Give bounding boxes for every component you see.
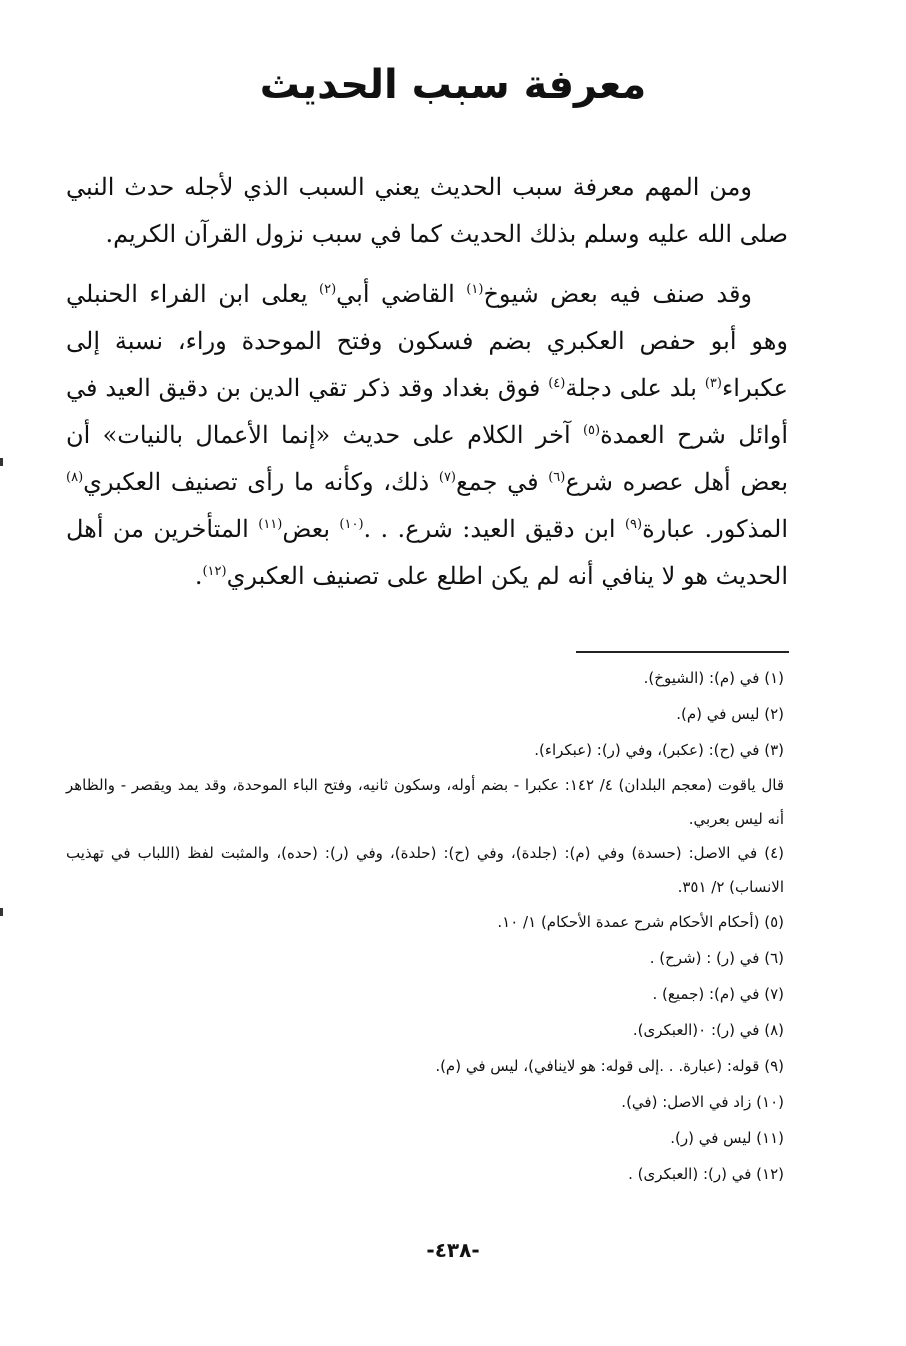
text-segment: فوق بغداد وقد ذكر تقي الدين بن دقيق العيد في أوائل شرح العمدة (66, 374, 788, 449)
footnote-10: (١٠) زاد في الاصل: (في). (621, 1093, 784, 1111)
footnote-ref-6: (٦) (548, 470, 566, 485)
footnote-7: (٧) في (م): (جميع) . (652, 985, 784, 1003)
footnote-ref-9: (٩) (624, 517, 643, 532)
footnote-12: (١٢) في (ر): (العبكرى) . (628, 1165, 784, 1183)
footnote-1: (١) في (م): (الشيوخ). (643, 669, 784, 687)
footnote-ref-4: (٤) (548, 376, 566, 391)
footnote-3: (٣) في (ح): (عكبر)، وفي (ر): (عبكراء). (534, 741, 784, 759)
footnotes (66, 660, 788, 1192)
footnote-8: (٨) في (ر): ٠(العبكرى). (632, 1021, 784, 1039)
footnote-6: (٦) في (ر) : (شرح) . (649, 949, 784, 967)
footnote-ref-5: (٥) (582, 423, 601, 438)
text-segment: في جمع (456, 468, 549, 496)
chapter-title: معرفة سبب الحديث (259, 62, 647, 108)
text-segment: آخر الكلام على حديث «إنما الأعمال بالنيات» أن بعض أهل عصره شرع (66, 421, 789, 496)
footnote-ref-12: (١٢) (202, 564, 227, 579)
footnote-5: (٥) (أحكام الأحكام شرح عمدة الأحكام) ١/ ١٠. (497, 913, 784, 931)
text-segment: يعلى ابن الفراء الحنبلي وهو أبو حفص العكبري بضم فسكون وفتح الموحدة وراء، نسبة إلى عكبراء (66, 280, 788, 402)
footnote-4: (٤) في الاصل: (حسدة) وفي (م): (جلدة)، وفي (ح): (حلدة)، وفي (ر): (حده)، والمثبت لفظ (اللباب في تهذيب الانساب) ٢/ ٣٥١. (66, 844, 784, 896)
footnote-11: (١١) ليس في (ر). (670, 1129, 784, 1147)
page-number: -٤٣٨- (426, 1238, 480, 1262)
footnote-ref-10: (١٠) (339, 517, 364, 532)
scan-edge-mark (0, 908, 3, 916)
footnote-ref-1: (١) (466, 282, 484, 297)
text-segment: بلد على دجلة (565, 374, 705, 402)
footnote-3-continuation: قال ياقوت (معجم البلدان) ٤/ ١٤٢: عكبرا - بضم أوله، وسكون ثانيه، وفتح الباء الموحدة، وقد يمد ويقصر - والظاهر أنه ليس بعربي. (66, 776, 784, 828)
text-segment: وقد صنف فيه بعض شيوخ (483, 280, 752, 308)
paragraph-main (66, 271, 788, 600)
footnote-ref-11: (١١) (258, 517, 283, 532)
scan-edge-mark (0, 458, 3, 466)
text-segment: . (194, 562, 203, 590)
paragraph-intro: ومن المهم معرفة سبب الحديث يعني السبب الذي لأجله حدث النبي صلى الله عليه وسلم بذلك الحديث كما في سبب نزول القرآن الكريم. (66, 173, 788, 248)
text-segment: بعض (282, 515, 340, 543)
footnote-2: (٢) ليس في (م). (676, 705, 784, 723)
text-segment: المتأخرين من أهل الحديث هو لا ينافي أنه لم يكن اطلع على تصنيف العكبري (66, 515, 788, 590)
footnote-separator (576, 651, 789, 653)
footnote-ref-3: (٣) (704, 376, 722, 391)
text-segment: ابن دقيق العيد: شرع. . . (363, 515, 625, 543)
text-segment: ذلك، وكأنه ما رأى تصنيف العكبري (83, 468, 439, 496)
footnote-ref-7: (٧) (438, 470, 456, 485)
text-segment: القاضي أبي (336, 280, 467, 308)
footnote-9: (٩) قوله: (عبارة. . .إلى قوله: هو لاينافي)، ليس في (م). (435, 1057, 784, 1075)
footnote-ref-2: (٢) (319, 282, 337, 297)
text-segment: المذكور. عبارة (642, 515, 788, 543)
footnote-ref-8: (٨) (66, 470, 84, 485)
